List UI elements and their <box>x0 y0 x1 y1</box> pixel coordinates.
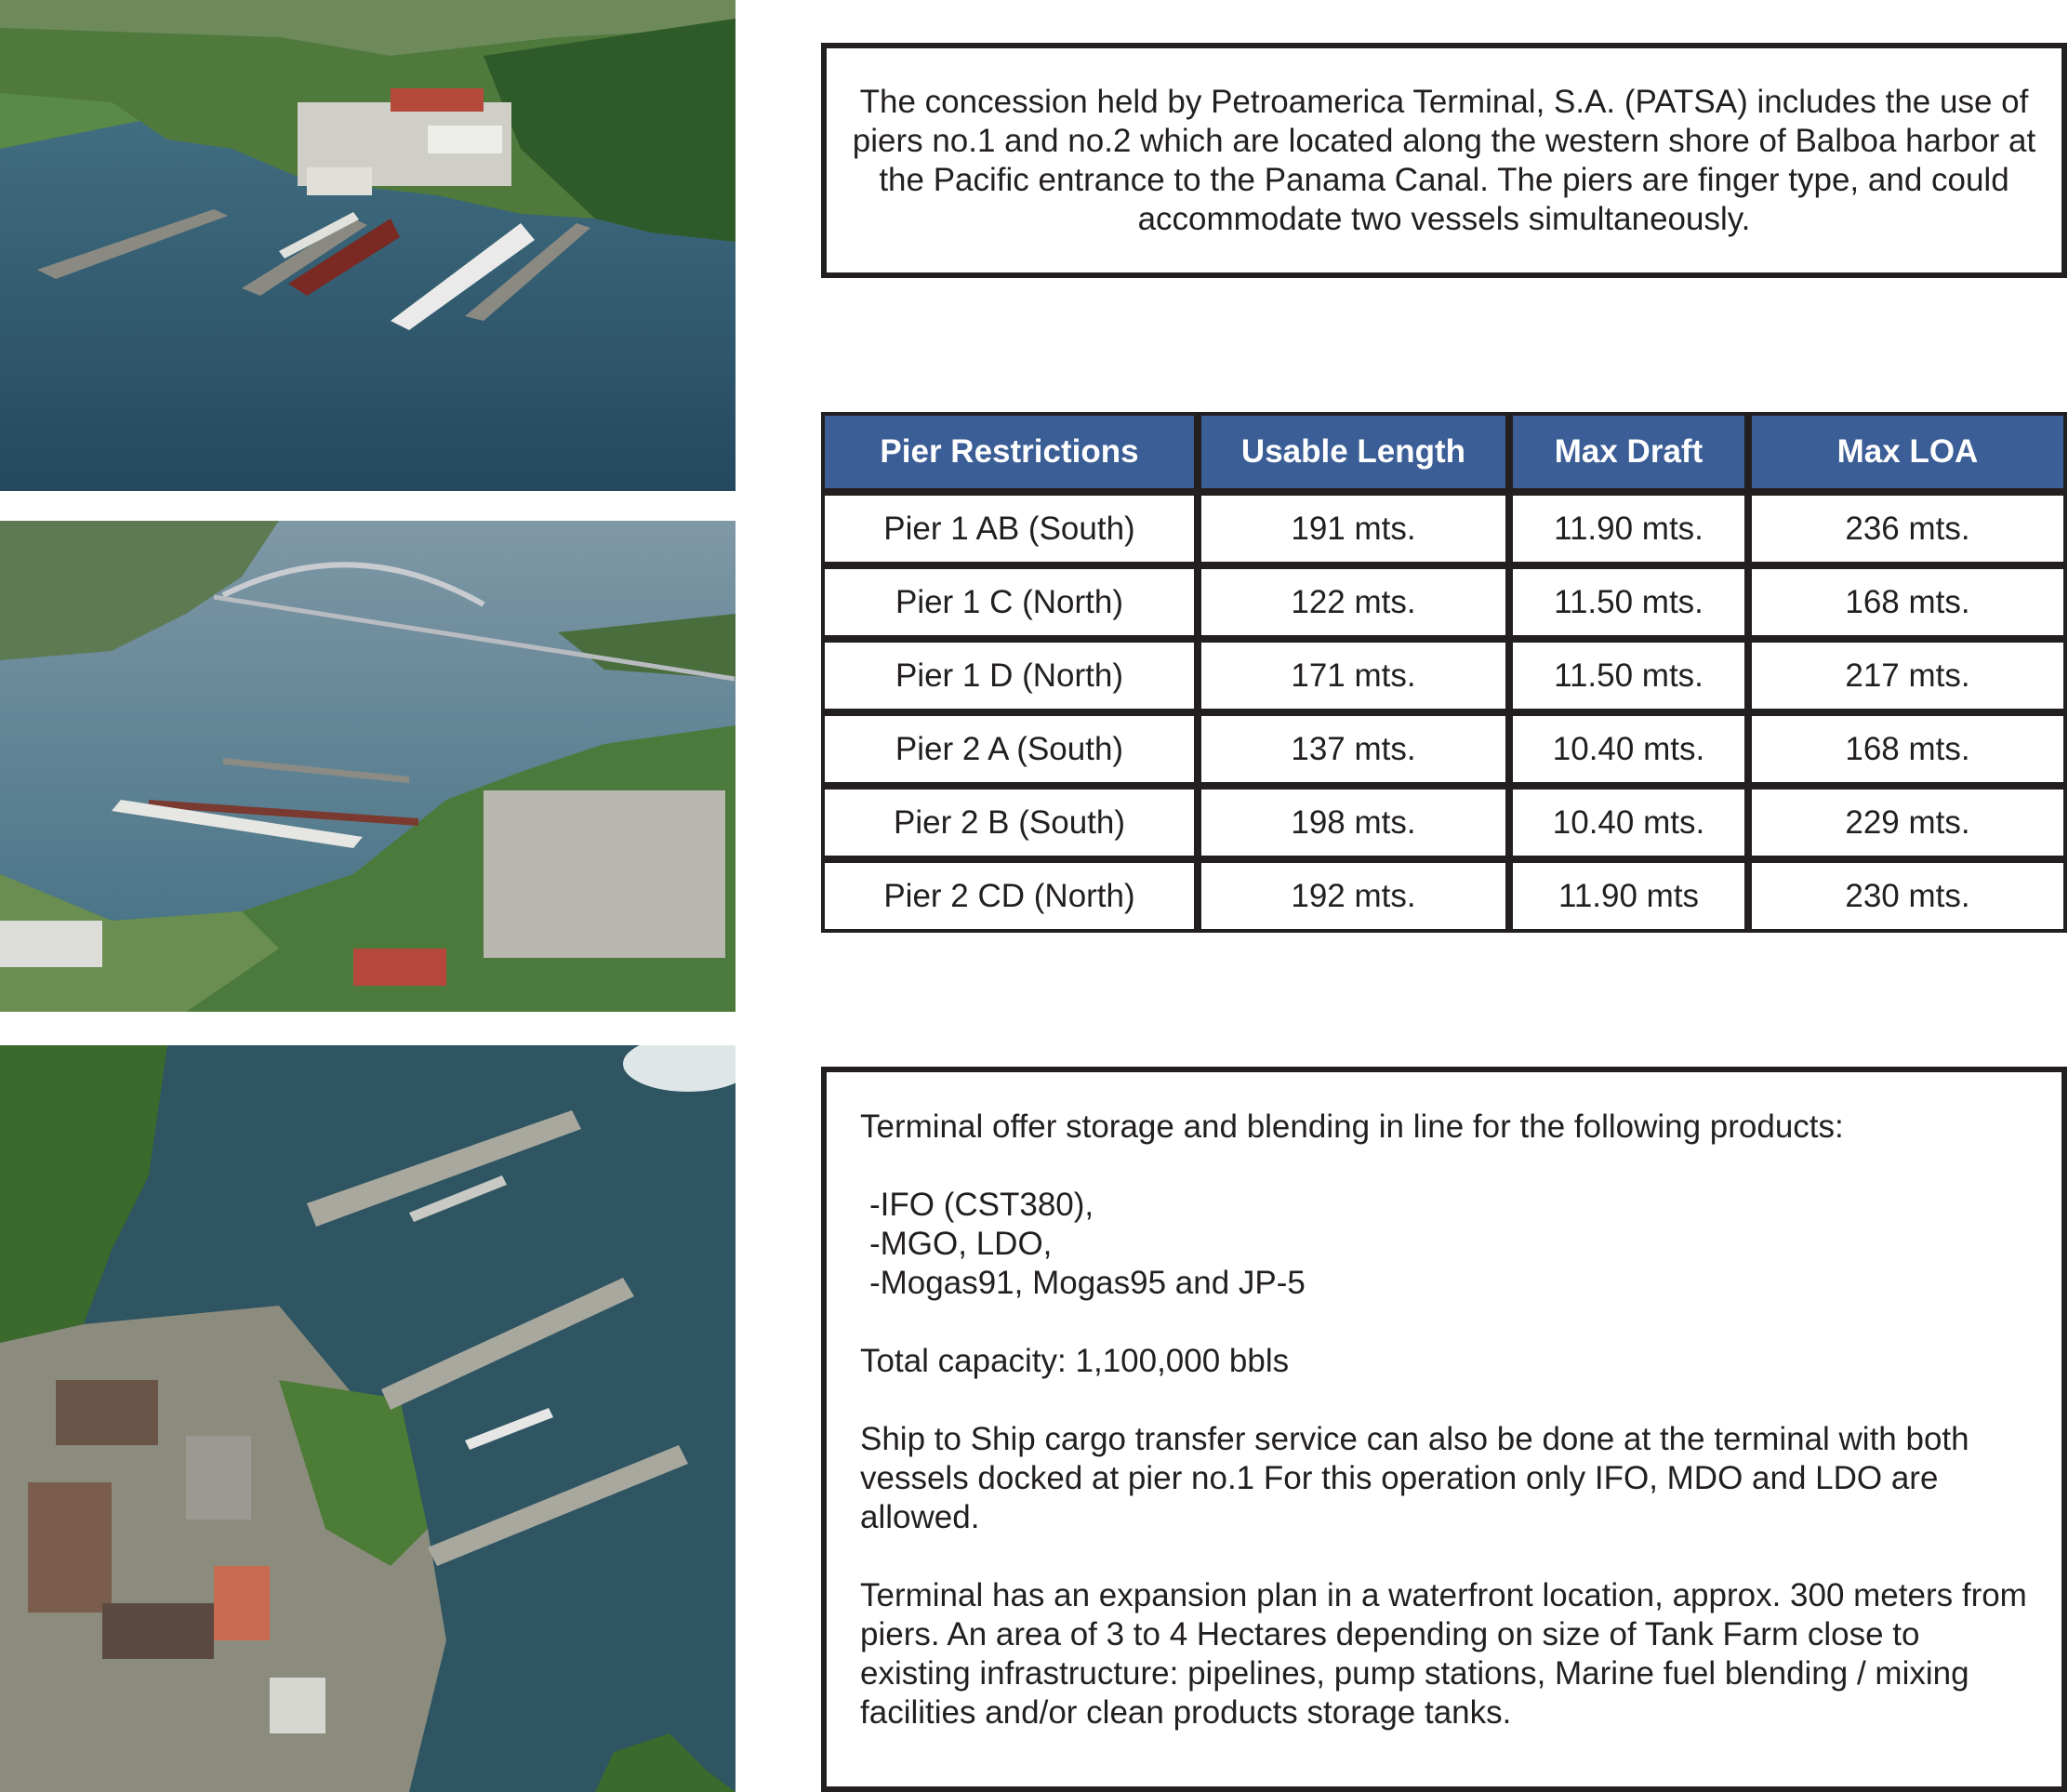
pier-restrictions-table <box>821 412 2067 933</box>
max-loa-cell: 236 mts. <box>1748 492 2067 565</box>
max-loa-cell: 229 mts. <box>1748 786 2067 859</box>
header-usable-length: Usable Length <box>1198 412 1509 492</box>
products-intro-line: Terminal offer storage and blending in line for the following products: <box>860 1108 1844 1145</box>
pier-name-cell: Pier 2 CD (North) <box>821 859 1198 933</box>
usable-length-cell: 122 mts. <box>1198 565 1509 639</box>
pier-name-cell: Pier 1 D (North) <box>821 639 1198 712</box>
table-row <box>821 859 2067 933</box>
header-pier-restrictions: Pier Restrictions <box>821 412 1198 492</box>
max-draft-cell: 11.50 mts. <box>1509 639 1748 712</box>
usable-length-cell: 137 mts. <box>1198 712 1509 786</box>
table-row <box>821 492 2067 565</box>
ship-to-ship-paragraph: Ship to Ship cargo transfer service can also be done at the terminal with both vessels docked at pier no.1 For this operation only IFO, MDO and LDO are allowed. <box>860 1421 1969 1535</box>
product-item: -MGO, LDO, <box>869 1226 1053 1262</box>
product-item: -IFO (CST380), <box>869 1187 1094 1223</box>
pier-name-cell: Pier 1 C (North) <box>821 565 1198 639</box>
product-item: -Mogas91, Mogas95 and JP-5 <box>869 1265 1306 1301</box>
max-draft-cell: 10.40 mts. <box>1509 786 1748 859</box>
max-draft-cell: 11.50 mts. <box>1509 565 1748 639</box>
concession-description-text: The concession held by Petroamerica Terminal, S.A. (PATSA) includes the use of piers no.1 and no.2 which are located along the western shore of Balboa harbor at the Pacific entrance to the Panama Canal. The piers are finger type, and could accommodate two vessels simultaneously. <box>852 83 2036 237</box>
max-draft-cell: 11.90 mts. <box>1509 492 1748 565</box>
table-row <box>821 565 2067 639</box>
expansion-plan-paragraph: Terminal has an expansion plan in a waterfront location, approx. 300 meters from piers. An area of 3 to 4 Hectares depending on size of Tank Farm close to existing infrastructure: pipelines, pump stations, Marine fuel blending / mixing facilities and/or clean products storage tanks. <box>860 1577 2027 1731</box>
satellite-view-photo <box>0 1045 736 1792</box>
terminal-services-box <box>821 1067 2067 1792</box>
total-capacity-line: Total capacity: 1,100,000 bbls <box>860 1343 1290 1379</box>
max-loa-cell: 168 mts. <box>1748 565 2067 639</box>
concession-description-box <box>821 43 2067 278</box>
max-loa-cell: 168 mts. <box>1748 712 2067 786</box>
table-header-row <box>821 412 2067 492</box>
max-draft-cell: 10.40 mts. <box>1509 712 1748 786</box>
usable-length-cell: 171 mts. <box>1198 639 1509 712</box>
table-row <box>821 639 2067 712</box>
usable-length-cell: 192 mts. <box>1198 859 1509 933</box>
harbor-bridge-photo <box>0 521 736 1012</box>
table-row <box>821 786 2067 859</box>
pier-name-cell: Pier 2 A (South) <box>821 712 1198 786</box>
max-draft-cell: 11.90 mts <box>1509 859 1748 933</box>
header-max-draft: Max Draft <box>1509 412 1748 492</box>
pier-name-cell: Pier 2 B (South) <box>821 786 1198 859</box>
usable-length-cell: 198 mts. <box>1198 786 1509 859</box>
terminal-aerial-photo <box>0 0 736 491</box>
max-loa-cell: 230 mts. <box>1748 859 2067 933</box>
table-row <box>821 712 2067 786</box>
pier-name-cell: Pier 1 AB (South) <box>821 492 1198 565</box>
usable-length-cell: 191 mts. <box>1198 492 1509 565</box>
header-max-loa: Max LOA <box>1748 412 2067 492</box>
max-loa-cell: 217 mts. <box>1748 639 2067 712</box>
